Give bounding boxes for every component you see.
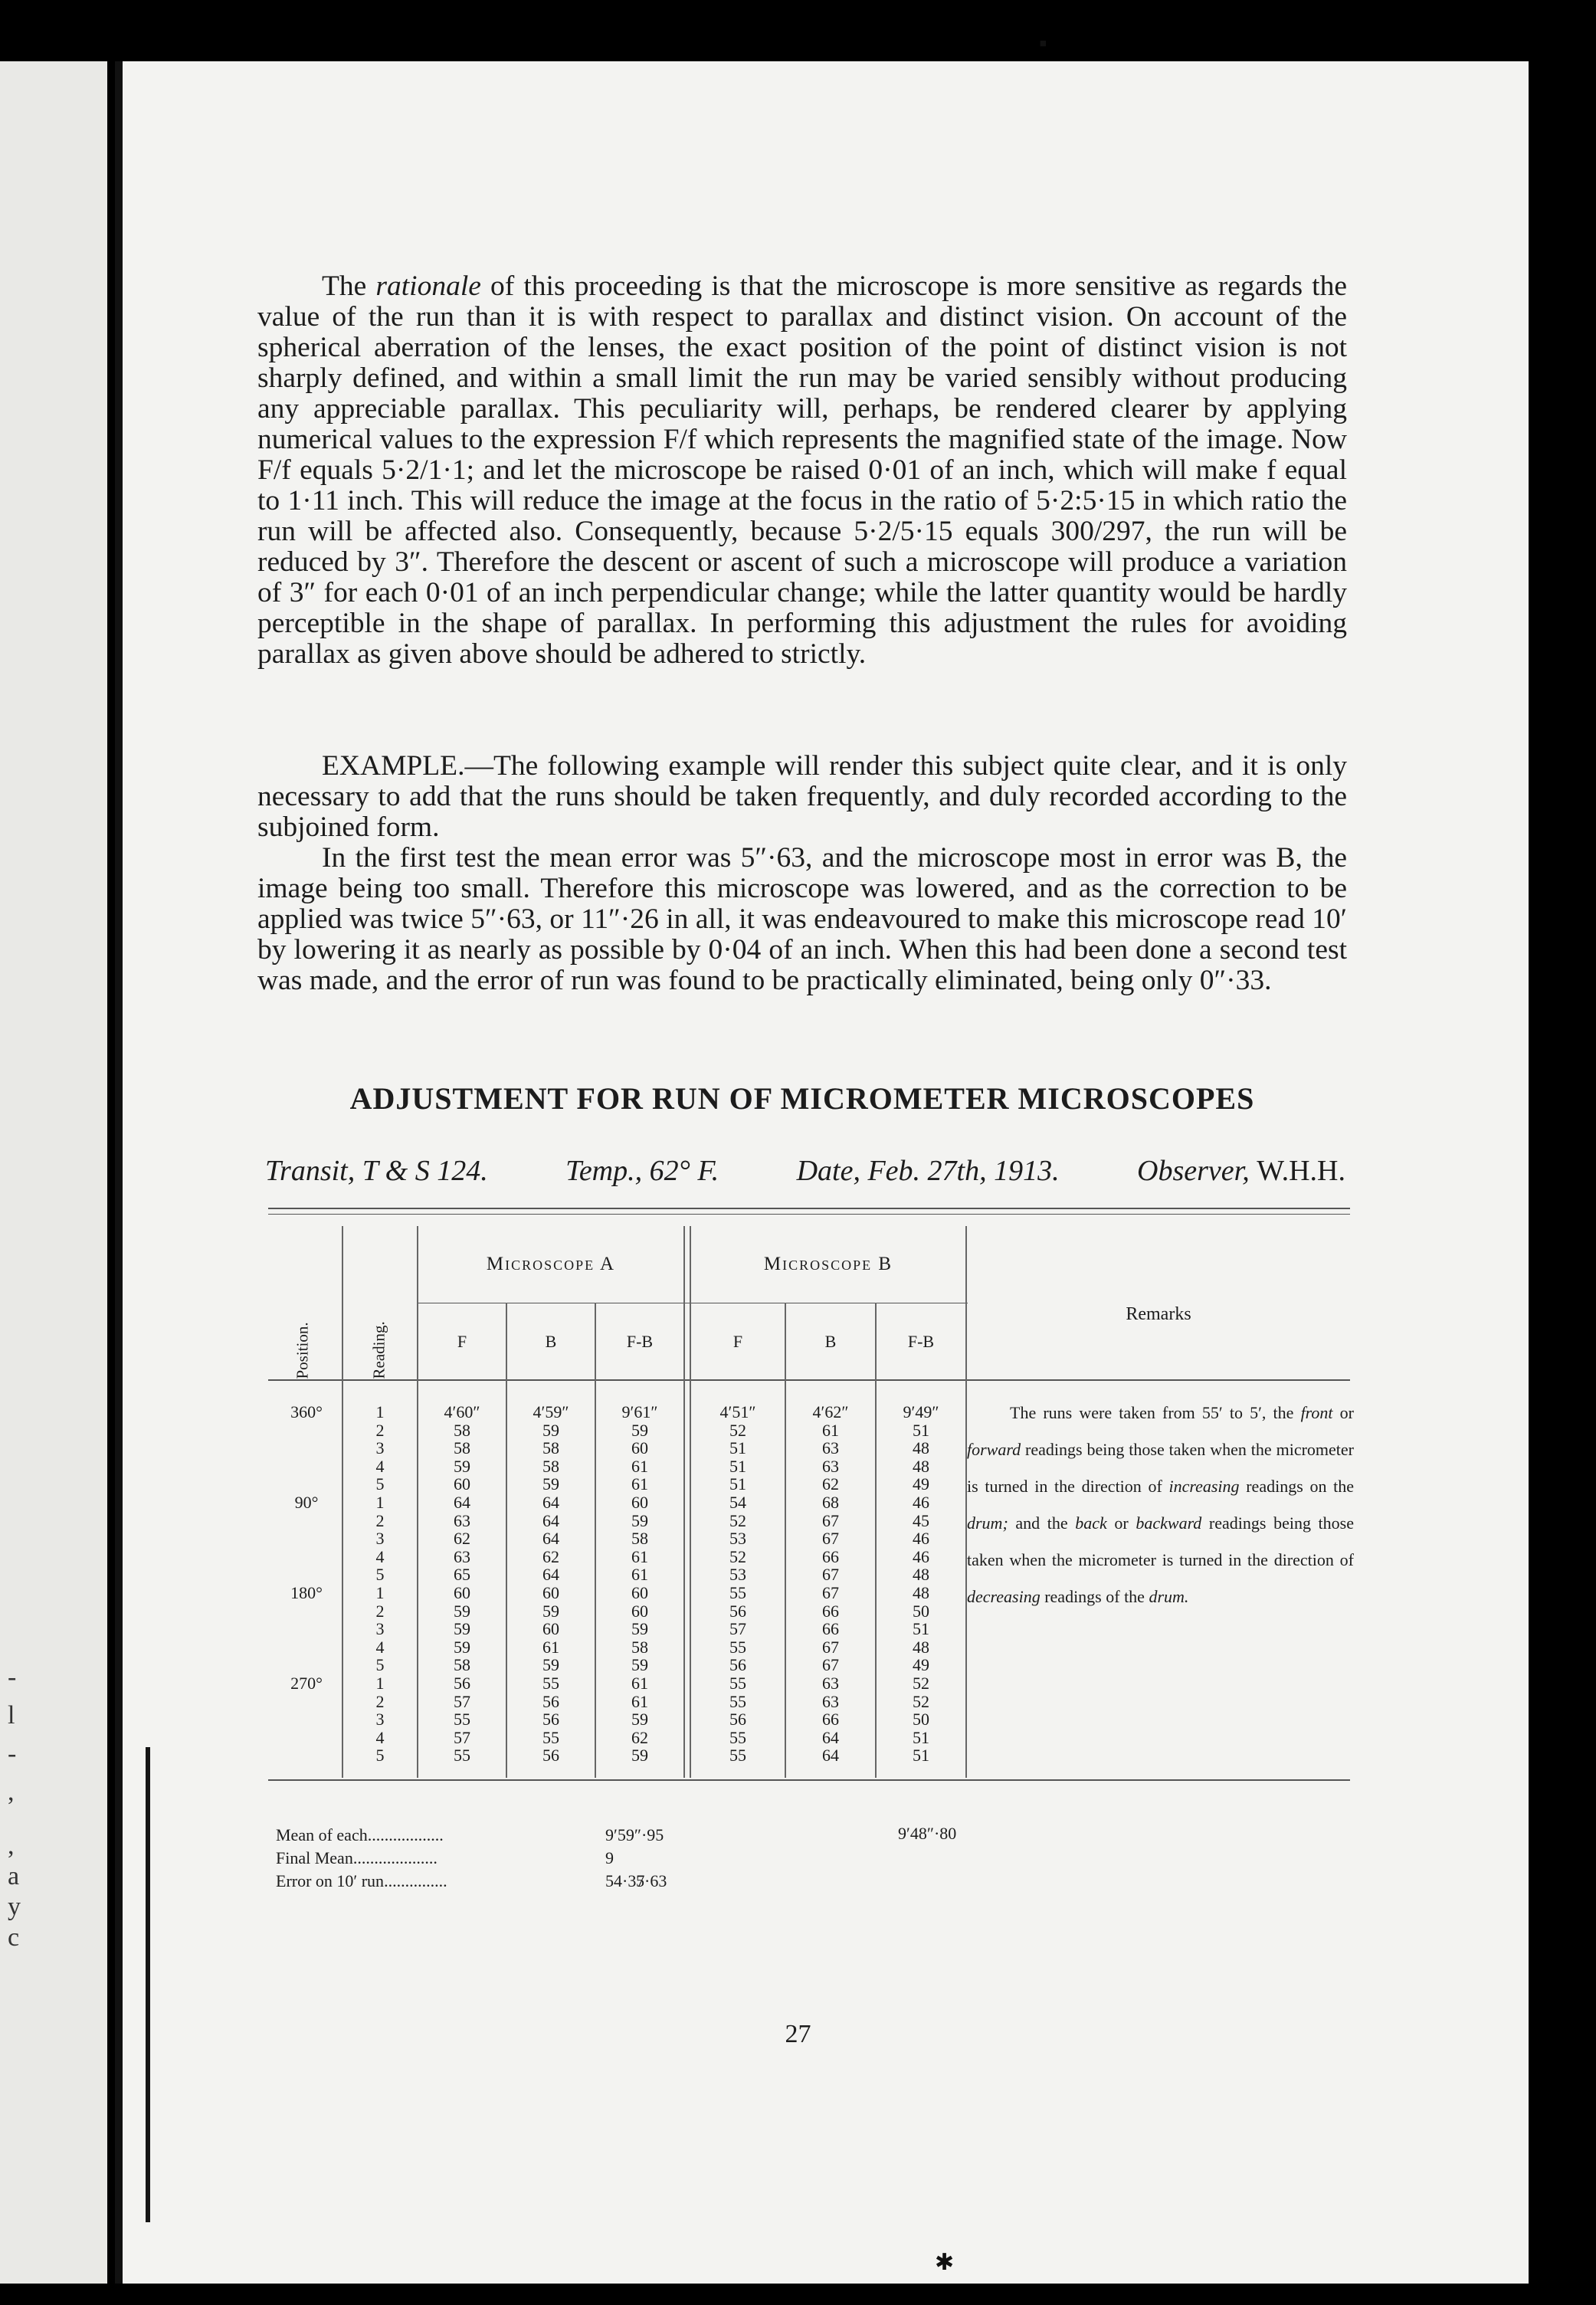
mean-a-value: 9′59″·95 — [605, 1825, 664, 1844]
remarks-segment-italic: drum; — [967, 1513, 1008, 1533]
header-microscope-b: Microscope B — [763, 1254, 893, 1274]
microscope-a-b-cell: 59 — [542, 1655, 559, 1675]
position-cell — [273, 1746, 340, 1765]
microscope-a-fb-cell: 61 — [631, 1673, 648, 1693]
position-cell — [273, 1475, 340, 1493]
microscope-b-b-cell: 63 — [822, 1673, 839, 1693]
reading-cell: 3 — [375, 1710, 385, 1730]
microscope-b-fb-cell: 50 — [913, 1710, 929, 1730]
microscope-b-f-cell: 51 — [729, 1438, 746, 1458]
microscope-b-b-cell: 67 — [822, 1582, 839, 1602]
remarks-text — [967, 1395, 1354, 1615]
microscope-a-fb-cell: 61 — [631, 1546, 648, 1566]
reading-cell: 4 — [375, 1546, 385, 1566]
microscope-a-fb-column — [596, 1403, 683, 1765]
subheader-b-f: F — [732, 1332, 743, 1351]
microscope-a-fb-cell: 59 — [631, 1420, 648, 1440]
final-value: 9 54·37 — [605, 1848, 645, 1890]
reading-cell: 1 — [375, 1492, 385, 1512]
microscope-b-fb-cell: 49 — [913, 1474, 929, 1494]
example-intro: EXAMPLE.—The following example will render this subject quite clear, and it is only necessary to add that the runs should be taken frequently, and duly recorded according to the subjoined form. — [257, 750, 1347, 843]
text-segment-italic: rationale — [375, 271, 481, 302]
error-label: Error on 10′ run............... — [276, 1871, 447, 1890]
mean-label-text: Mean of each — [276, 1825, 368, 1844]
reading-cell: 3 — [375, 1529, 385, 1549]
microscope-a-fb-cell: 60 — [631, 1492, 648, 1512]
remarks-segment: readings being those taken when the micrometer is turned in the direction of — [967, 1440, 1354, 1496]
microscope-b-f-cell: 55 — [729, 1582, 746, 1602]
microscope-b-fb-cell: 50 — [913, 1601, 929, 1621]
text-segment: The — [322, 271, 376, 302]
microscope-a-b-cell: 58 — [542, 1438, 559, 1458]
microscope-a-fb-cell: 59 — [631, 1619, 648, 1639]
microscope-a-fb-cell: 62 — [631, 1727, 648, 1747]
microscope-b-f-cell: 53 — [729, 1565, 746, 1585]
microscope-b-f-cell: 52 — [729, 1420, 746, 1440]
microscope-b-b-cell: 64 — [822, 1746, 839, 1766]
header-bottom-rule — [268, 1379, 1350, 1381]
table-bottom-rule — [268, 1779, 1350, 1781]
microscope-b-f-cell: 57 — [729, 1619, 746, 1639]
microscope-b-fb-cell: 51 — [913, 1619, 929, 1639]
microscope-a-b-cell: 60 — [542, 1619, 559, 1639]
microscope-a-fb-cell: 61 — [631, 1474, 648, 1494]
table-heading: ADJUSTMENT FOR RUN OF MICROMETER MICROSCOPES — [349, 1081, 1255, 1116]
microscope-a-b-cell: 4′59″ — [533, 1402, 569, 1421]
microscope-b-fb-cell: 46 — [913, 1529, 929, 1549]
microscope-b-b-cell: 63 — [822, 1438, 839, 1458]
final-label: Final Mean.................... — [276, 1848, 438, 1867]
remarks-segment: The runs were taken from 55′ to 5′, the — [1010, 1403, 1301, 1422]
reading-cell: 2 — [375, 1691, 385, 1711]
microscope-b-fb-cell: 45 — [913, 1510, 929, 1530]
microscope-a-f-cell: 56 — [454, 1673, 470, 1693]
remarks-segment-italic: front — [1300, 1403, 1333, 1422]
page-spine — [115, 61, 123, 2284]
microscope-b-b-cell: 67 — [822, 1510, 839, 1530]
microscope-a-b-cell: 64 — [542, 1492, 559, 1512]
reading-cell: 1 — [375, 1673, 385, 1693]
remarks-segment: or — [1332, 1403, 1355, 1422]
mean-row — [276, 1824, 664, 1847]
text-segment: of this proceeding is that the microscope is more sensitive as regards the value of the run than it is with respect to parallax and distinct vision. On account of the spherical aberration of the lenses, the exact position of the point of distinct vision is not sharply defined, and within a small limit the run may be varied sensibly without producing any appreciable parallax. This peculiarity will, perhaps, be rendered clearer by applying numerical values to the expression F/f which represents the magnified state of the image. Now F/f equals 5·2/1·1; and let the microscope be raised 0·01 of an inch, which will make f equal to 1·11 inch. This will reduce the image at the focus in the ratio of 5·2:5·15 in which ratio the run will be affected also. Consequently, because 5·2/5·15 equals 300/297, the run will be reduced by 3″. Therefore the descent or ascent of such a microscope will produce a variation of 3″ for each 0·01 of an inch perpendicular change; while the latter quantity would be hardly perceptible in the shape of parallax. In performing this adjustment the rules for avoiding parallax as given above should be adhered to strictly. — [257, 271, 1347, 670]
page-number: 27 — [785, 2020, 811, 2048]
microscope-a-b-cell: 59 — [542, 1474, 559, 1494]
microscope-a-f-cell: 59 — [454, 1637, 470, 1657]
prev-page-char: c — [8, 1923, 20, 1952]
reading-cell: 1 — [375, 1582, 385, 1602]
microscope-a-f-column — [418, 1403, 506, 1765]
microscope-a-f-cell: 58 — [454, 1420, 470, 1440]
mean-b-value: 9′48″·80 — [898, 1824, 957, 1843]
transit-info: Transit, T & S 124. — [265, 1155, 488, 1187]
microscope-a-b-cell: 55 — [542, 1727, 559, 1747]
microscope-b-f-cell: 56 — [729, 1655, 746, 1675]
subheader-a-b: B — [545, 1332, 557, 1351]
microscope-a-b-cell: 56 — [542, 1746, 559, 1766]
subheader-b-b: B — [824, 1332, 837, 1351]
microscope-a-f-cell: 63 — [454, 1546, 470, 1566]
position-cell — [273, 1512, 340, 1530]
microscope-b-b-cell: 66 — [822, 1546, 839, 1566]
position-cell: 270° — [290, 1673, 323, 1693]
position-cell: 360° — [290, 1402, 323, 1421]
microscope-a-f-cell: 59 — [454, 1601, 470, 1621]
reading-column — [343, 1403, 417, 1765]
microscope-a-f-cell: 60 — [454, 1474, 470, 1494]
final-label-text: Final Mean — [276, 1848, 353, 1867]
observation-info — [265, 1154, 1345, 1188]
microscope-b-fb-cell: 51 — [913, 1746, 929, 1766]
page-crease — [146, 1747, 150, 2222]
microscope-a-f-cell: 62 — [454, 1529, 470, 1549]
reading-cell: 4 — [375, 1637, 385, 1657]
microscope-b-f-cell: 55 — [729, 1691, 746, 1711]
microscope-a-f-cell: 58 — [454, 1655, 470, 1675]
microscope-a-fb-cell: 9′61″ — [621, 1402, 658, 1421]
position-cell — [273, 1421, 340, 1440]
position-cell — [273, 1710, 340, 1729]
microscope-a-b-cell: 64 — [542, 1510, 559, 1530]
microscope-a-b-cell: 64 — [542, 1529, 559, 1549]
position-cell — [273, 1638, 340, 1657]
microscope-a-f-cell: 63 — [454, 1510, 470, 1530]
scan-mark-bottom: ✱ — [935, 2250, 955, 2275]
remarks-segment-italic: forward — [967, 1440, 1021, 1459]
microscope-a-f-cell: 59 — [454, 1619, 470, 1639]
microscope-a-fb-cell: 60 — [631, 1438, 648, 1458]
microscope-b-fb-cell: 52 — [913, 1691, 929, 1711]
microscope-b-f-cell: 56 — [729, 1710, 746, 1730]
position-cell — [273, 1457, 340, 1476]
previous-page-edge — [0, 61, 107, 2284]
microscope-b-fb-cell: 48 — [913, 1456, 929, 1476]
microscope-b-f-column — [691, 1403, 785, 1765]
microscope-a-f-cell: 55 — [454, 1746, 470, 1766]
prev-page-char: - — [8, 1663, 17, 1691]
microscope-b-fb-cell: 48 — [913, 1582, 929, 1602]
reading-cell: 5 — [375, 1746, 385, 1766]
microscope-b-f-cell: 51 — [729, 1456, 746, 1476]
microscope-a-fb-cell: 58 — [631, 1637, 648, 1657]
date-info: Date, Feb. 27th, 1913. — [796, 1155, 1060, 1187]
microscope-a-fb-cell: 58 — [631, 1529, 648, 1549]
position-column — [273, 1403, 340, 1765]
microscope-b-f-cell: 53 — [729, 1529, 746, 1549]
prev-page-char: a — [8, 1862, 20, 1890]
microscope-a-f-cell: 60 — [454, 1582, 470, 1602]
microscope-b-fb-cell: 52 — [913, 1673, 929, 1693]
subheader-a-f: F — [457, 1332, 467, 1351]
microscope-a-b-cell: 61 — [542, 1637, 559, 1657]
reading-cell: 3 — [375, 1438, 385, 1458]
microscope-b-f-cell: 51 — [729, 1474, 746, 1494]
microscope-a-b-cell: 59 — [542, 1420, 559, 1440]
observer-info — [1137, 1154, 1345, 1188]
prev-page-char: , — [8, 1778, 15, 1806]
microscope-b-fb-cell: 49 — [913, 1655, 929, 1675]
microscope-a-f-cell: 55 — [454, 1710, 470, 1730]
example-detail: In the first test the mean error was 5″·63, and the microscope most in error was B, the image being too small. Therefore this microscope was lowered, and as the correction to be applied was twice 5″·63, or 11″·26 in all, it was endeavoured to make this microscope read 10′ by lowering it as nearly as possible by 0·04 of an inch. When this had been done a second test was made, and the error of run was found to be practically eliminated, being only 0″·33. — [257, 842, 1347, 996]
reading-cell: 5 — [375, 1655, 385, 1675]
microscope-b-f-cell: 55 — [729, 1746, 746, 1766]
microscope-b-fb-cell: 46 — [913, 1546, 929, 1566]
microscope-b-b-cell: 4′62″ — [812, 1402, 849, 1421]
error-row — [276, 1870, 667, 1893]
microscope-a-f-cell: 4′60″ — [444, 1402, 480, 1421]
remarks-segment: readings on the — [1239, 1477, 1355, 1496]
microscope-b-f-cell: 56 — [729, 1601, 746, 1621]
position-cell — [273, 1620, 340, 1638]
microscope-b-b-cell: 67 — [822, 1565, 839, 1585]
microscope-b-b-cell: 67 — [822, 1529, 839, 1549]
microscope-b-b-cell: 63 — [822, 1691, 839, 1711]
microscope-a-fb-cell: 59 — [631, 1510, 648, 1530]
subheader-a-fb: F-B — [626, 1332, 654, 1351]
microscope-a-b-cell: 60 — [542, 1582, 559, 1602]
microscope-a-b-column — [507, 1403, 595, 1765]
microscope-a-b-cell: 64 — [542, 1565, 559, 1585]
observer-name: W.H.H. — [1257, 1155, 1345, 1187]
position-cell — [273, 1548, 340, 1566]
microscope-b-f-cell: 55 — [729, 1727, 746, 1747]
microscope-b-fb-cell: 51 — [913, 1420, 929, 1440]
microscope-b-b-cell: 67 — [822, 1637, 839, 1657]
microscope-a-f-cell: 65 — [454, 1565, 470, 1585]
prev-page-char: - — [8, 1739, 17, 1768]
microscope-a-b-cell: 56 — [542, 1710, 559, 1730]
microscope-b-fb-cell: 46 — [913, 1492, 929, 1512]
header-reading: Reading. — [369, 1321, 388, 1379]
header-microscope-a: Microscope A — [486, 1254, 616, 1274]
table-top-rule — [268, 1208, 1350, 1209]
remarks-segment-italic: back — [1075, 1513, 1107, 1533]
header-remarks: Remarks — [1126, 1304, 1191, 1324]
position-cell — [273, 1439, 340, 1457]
microscope-a-b-cell: 62 — [542, 1546, 559, 1566]
microscope-b-fb-cell: 51 — [913, 1727, 929, 1747]
reading-cell: 5 — [375, 1474, 385, 1494]
microscope-b-b-cell: 66 — [822, 1619, 839, 1639]
microscope-a-f-cell: 58 — [454, 1438, 470, 1458]
microscope-a-b-cell: 59 — [542, 1601, 559, 1621]
summary-block — [276, 1824, 667, 1893]
header-position: Position. — [293, 1322, 312, 1379]
microscope-b-f-cell: 4′51″ — [719, 1402, 756, 1421]
microscope-a-fb-cell: 59 — [631, 1655, 648, 1675]
microscope-a-b-cell: 58 — [542, 1456, 559, 1476]
remarks-segment: or — [1106, 1513, 1136, 1533]
microscope-b-b-column — [786, 1403, 875, 1765]
microscope-b-fb-cell: 48 — [913, 1565, 929, 1585]
position-cell — [273, 1530, 340, 1548]
microscope-a-f-cell: 59 — [454, 1456, 470, 1476]
paragraph-rationale — [257, 271, 1347, 670]
microscope-a-fb-cell: 61 — [631, 1691, 648, 1711]
error-label-text: Error on 10′ run — [276, 1871, 385, 1890]
microscope-b-fb-cell: 48 — [913, 1438, 929, 1458]
reading-cell: 2 — [375, 1420, 385, 1440]
microscope-a-fb-cell: 59 — [631, 1710, 648, 1730]
reading-cell: 3 — [375, 1619, 385, 1639]
microscope-b-b-cell: 62 — [822, 1474, 839, 1494]
remarks-segment-italic: drum. — [1149, 1587, 1189, 1606]
remarks-segment-italic: increasing — [1168, 1477, 1240, 1496]
table-top-rule — [268, 1214, 1350, 1215]
microscope-a-f-cell: 57 — [454, 1691, 470, 1711]
remarks-segment: readings being those taken when the micrometer is turned in the direction of — [967, 1513, 1354, 1569]
microscope-b-fb-cell: 48 — [913, 1637, 929, 1657]
remarks-segment: and the — [1008, 1513, 1076, 1533]
microscope-a-f-cell: 64 — [454, 1492, 470, 1512]
microscope-b-f-cell: 54 — [729, 1492, 746, 1512]
microscope-b-b-cell: 67 — [822, 1655, 839, 1675]
prev-page-char: , — [8, 1831, 15, 1860]
remarks-segment: readings of the — [1040, 1587, 1149, 1606]
position-cell: 180° — [290, 1582, 323, 1602]
prev-page-char: y — [8, 1893, 21, 1921]
microscope-b-f-cell: 52 — [729, 1510, 746, 1530]
prev-page-char: l — [8, 1701, 15, 1730]
position-cell: 90° — [294, 1492, 319, 1512]
remarks-segment-italic: decreasing — [967, 1587, 1041, 1606]
reading-cell: 4 — [375, 1456, 385, 1476]
reading-cell: 5 — [375, 1565, 385, 1585]
microscope-a-fb-cell: 61 — [631, 1565, 648, 1585]
subheader-b-fb: F-B — [907, 1332, 935, 1351]
microscope-b-fb-cell: 9′49″ — [903, 1402, 939, 1421]
microscope-b-b-cell: 63 — [822, 1456, 839, 1476]
remarks-segment-italic: backward — [1136, 1513, 1202, 1533]
temperature-info: Temp., 62° F. — [565, 1155, 719, 1187]
scan-mark-top: ▪ — [1039, 31, 1047, 56]
microscope-b-fb-column — [877, 1403, 965, 1765]
reading-cell: 2 — [375, 1510, 385, 1530]
microscope-b-f-cell: 52 — [729, 1546, 746, 1566]
position-cell — [273, 1656, 340, 1674]
microscope-b-b-cell: 61 — [822, 1420, 839, 1440]
microscope-b-f-cell: 55 — [729, 1637, 746, 1657]
microscope-b-b-cell: 66 — [822, 1710, 839, 1730]
reading-cell: 2 — [375, 1601, 385, 1621]
position-cell — [273, 1729, 340, 1747]
column-divider — [683, 1226, 685, 1778]
microscope-a-fb-cell: 60 — [631, 1601, 648, 1621]
microscope-a-b-cell: 56 — [542, 1691, 559, 1711]
position-cell — [273, 1602, 340, 1621]
microscope-a-fb-cell: 61 — [631, 1456, 648, 1476]
microscope-a-b-cell: 55 — [542, 1673, 559, 1693]
mean-label: Mean of each.................. — [276, 1825, 444, 1844]
position-cell — [273, 1566, 340, 1584]
paragraph-example — [257, 751, 1347, 996]
reading-cell: 4 — [375, 1727, 385, 1747]
microscope-b-b-cell: 68 — [822, 1492, 839, 1512]
microscope-a-fb-cell: 60 — [631, 1582, 648, 1602]
observer-label: Observer, — [1137, 1155, 1250, 1187]
reading-cell: 1 — [375, 1402, 385, 1421]
microscope-a-f-cell: 57 — [454, 1727, 470, 1747]
microscope-b-b-cell: 64 — [822, 1727, 839, 1747]
microscope-a-fb-cell: 59 — [631, 1746, 648, 1766]
microscope-b-f-cell: 55 — [729, 1673, 746, 1693]
position-cell — [273, 1693, 340, 1711]
error-value: 5·63 — [636, 1871, 667, 1890]
microscope-b-b-cell: 66 — [822, 1601, 839, 1621]
